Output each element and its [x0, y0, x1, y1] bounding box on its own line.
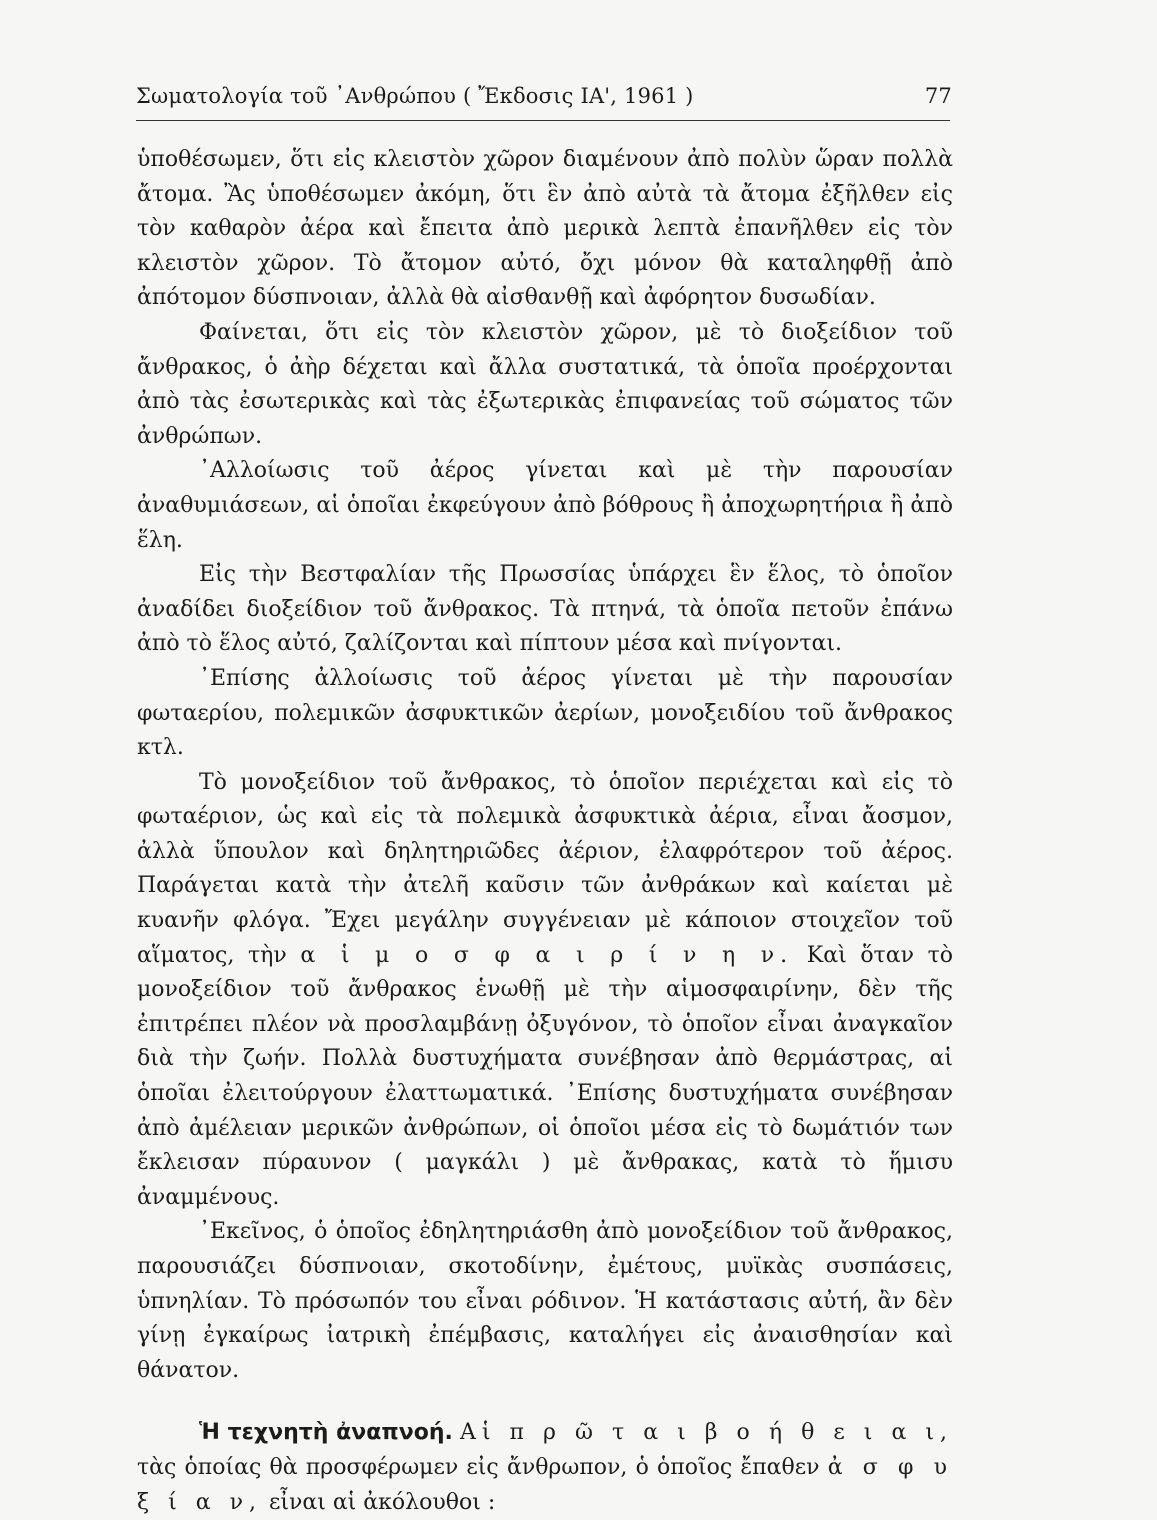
spaced-term: α ἱ μ ο σ φ α ι ρ ί ν η ν. [300, 942, 794, 968]
paragraph-text: τὰς ὁποίας θὰ προσφέρωμεν εἰς ἄνθρωπον, ὁ ὁποῖος ἔπαθεν [137, 1454, 820, 1480]
spaced-term: Αἱ π ρ ῶ τ α ι β ο ή θ ε ι α ι, [459, 1420, 953, 1446]
body-text [137, 143, 953, 1520]
paragraph-text: Τὸ μονοξείδιον τοῦ ἄνθρακος, τὸ ὁποῖον περιέχεται καὶ εἰς τὸ φωταέριον, ὡς καὶ εἰς τὰ πολεμικὰ ἀσφυκτικὰ ἀέρια, εἶναι ἄοσμον, ἀλλὰ ὕπουλον καὶ δηλητηριῶδες ἀέριον, ἐλαφρότερον τοῦ ἀέρος. Παράγεται κατὰ τὴν ἀτελῆ καῦσιν τῶν ἀνθράκων καὶ καίεται μὲ κυανῆν φλόγα. Ἔχει μεγάλην συγγένειαν μὲ κάποιον στοιχεῖον τοῦ αἵματος, τὴν [137, 769, 953, 968]
section-heading: Ἡ τεχνητὴ ἀναπνοή. [199, 1420, 453, 1446]
paragraph-text: Καὶ ὅταν τὸ μονοξείδιον τοῦ ἄνθρακος ἑνωθῇ μὲ τὴν αἱμοσφαιρίνην, δὲν τῆς ἐπιτρέπει πλέον νὰ προσλαμβάνῃ ὀξυγόνον, τὸ ὁποῖον εἶναι ἀναγκαῖον διὰ τὴν ζωήν. Πολλὰ δυστυχήματα συνέβησαν ἀπὸ θερμάστρας, αἱ ὁποῖαι ἐλειτούργουν ἐλαττωματικά. ᾿Επίσης δυστυχήματα συνέβησαν ἀπὸ ἀμέλειαν μερικῶν ἀνθρώπων, οἱ ὁποῖοι μέσα εἰς τὸ δωμάτιόν των ἔκλεισαν πύραυνον ( μαγκάλι ) μὲ ἄνθρακας, κατὰ τὸ ἥμισυ ἀναμμένους. [137, 942, 953, 1210]
header-rule [136, 120, 950, 121]
running-title: Σωματολογία τοῦ ᾿Ανθρώπου ( Ἔκδοσις ΙΑ', 1961 ) [136, 84, 694, 108]
page-number: 77 [924, 84, 952, 108]
paragraph: ὑποθέσωμεν, ὅτι εἰς κλειστὸν χῶρον διαμένουν ἀπὸ πολὺν ὥραν πολλὰ ἄτομα. Ἂς ὑποθέσωμεν ἀκόμη, ὅτι ἓν ἀπὸ αὐτὰ τὰ ἄτομα ἐξῆλθεν εἰς τὸν καθαρὸν ἀέρα καὶ ἔπειτα ἀπὸ μερικὰ λεπτὰ ἐπανῆλθεν εἰς τὸν κλειστὸν χῶρον. Τὸ ἄτομον αὐτό, ὄχι μόνον θὰ καταληφθῇ ἀπὸ ἀπότομον δύσπνοιαν, ἀλλὰ θὰ αἰσθανθῇ καὶ ἀφόρητον δυσωδίαν. [137, 147, 953, 311]
paragraph: ᾿Αλλοίωσις τοῦ ἀέρος γίνεται καὶ μὲ τὴν παρουσίαν ἀναθυμιάσεων, αἱ ὁποῖαι ἐκφεύγουν ἀπὸ βόθρους ἢ ἀποχωρητήρια ἢ ἀπὸ ἕλη. [137, 458, 953, 553]
paragraph: Εἰς τὴν Βεστφαλίαν τῆς Πρωσσίας ὑπάρχει ἓν ἕλος, τὸ ὁποῖον ἀναδίδει διοξείδιον τοῦ ἄνθρακος. Τὰ πτηνά, τὰ ὁποῖα πετοῦν ἐπάνω ἀπὸ τὸ ἕλος αὐτό, ζαλίζονται καὶ πίπτουν μέσα καὶ πνίγονται. [137, 562, 953, 657]
paragraph-text: εἶναι αἱ ἀκόλουθοι : [268, 1489, 496, 1515]
paragraph [137, 766, 953, 1216]
paragraph: ᾿Εκεῖνος, ὁ ὁποῖος ἐδηλητηριάσθη ἀπὸ μονοξείδιον τοῦ ἄνθρακος, παρουσιάζει δύσπνοιαν, σκοτοδίνην, ἐμέτους, μυϊκὰς συσπάσεις, ὑπνηλίαν. Τὸ πρόσωπόν του εἶναι ρόδινον. Ἡ κατάστασις αὐτή, ἂν δὲν γίνῃ ἐγκαίρως ἰατρικὴ ἐπέμβασις, καταλήγει εἰς ἀναισθησίαν καὶ θάνατον. [137, 1219, 953, 1383]
paragraph: Φαίνεται, ὅτι εἰς τὸν κλειστὸν χῶρον, μὲ τὸ διοξείδιον τοῦ ἄνθρακος, ὁ ἀὴρ δέχεται καὶ ἄλλα συστατικά, τὰ ὁποῖα προέρχονται ἀπὸ τὰς ἐσωτερικὰς καὶ τὰς ἐξωτερικὰς ἐπιφανείας τοῦ σώματος τῶν ἀνθρώπων. [137, 319, 953, 449]
paragraph: ᾿Επίσης ἀλλοίωσις τοῦ ἀέρος γίνεται μὲ τὴν παρουσίαν φωταερίου, πολεμικῶν ἀσφυκτικῶν ἀερίων, μονοξειδίου τοῦ ἄνθρακος κτλ. [137, 665, 953, 761]
spaced-term: ἀ σ φ υ ξ ί α ν, [137, 1454, 953, 1515]
section-paragraph [137, 1416, 953, 1520]
running-header [136, 84, 952, 108]
